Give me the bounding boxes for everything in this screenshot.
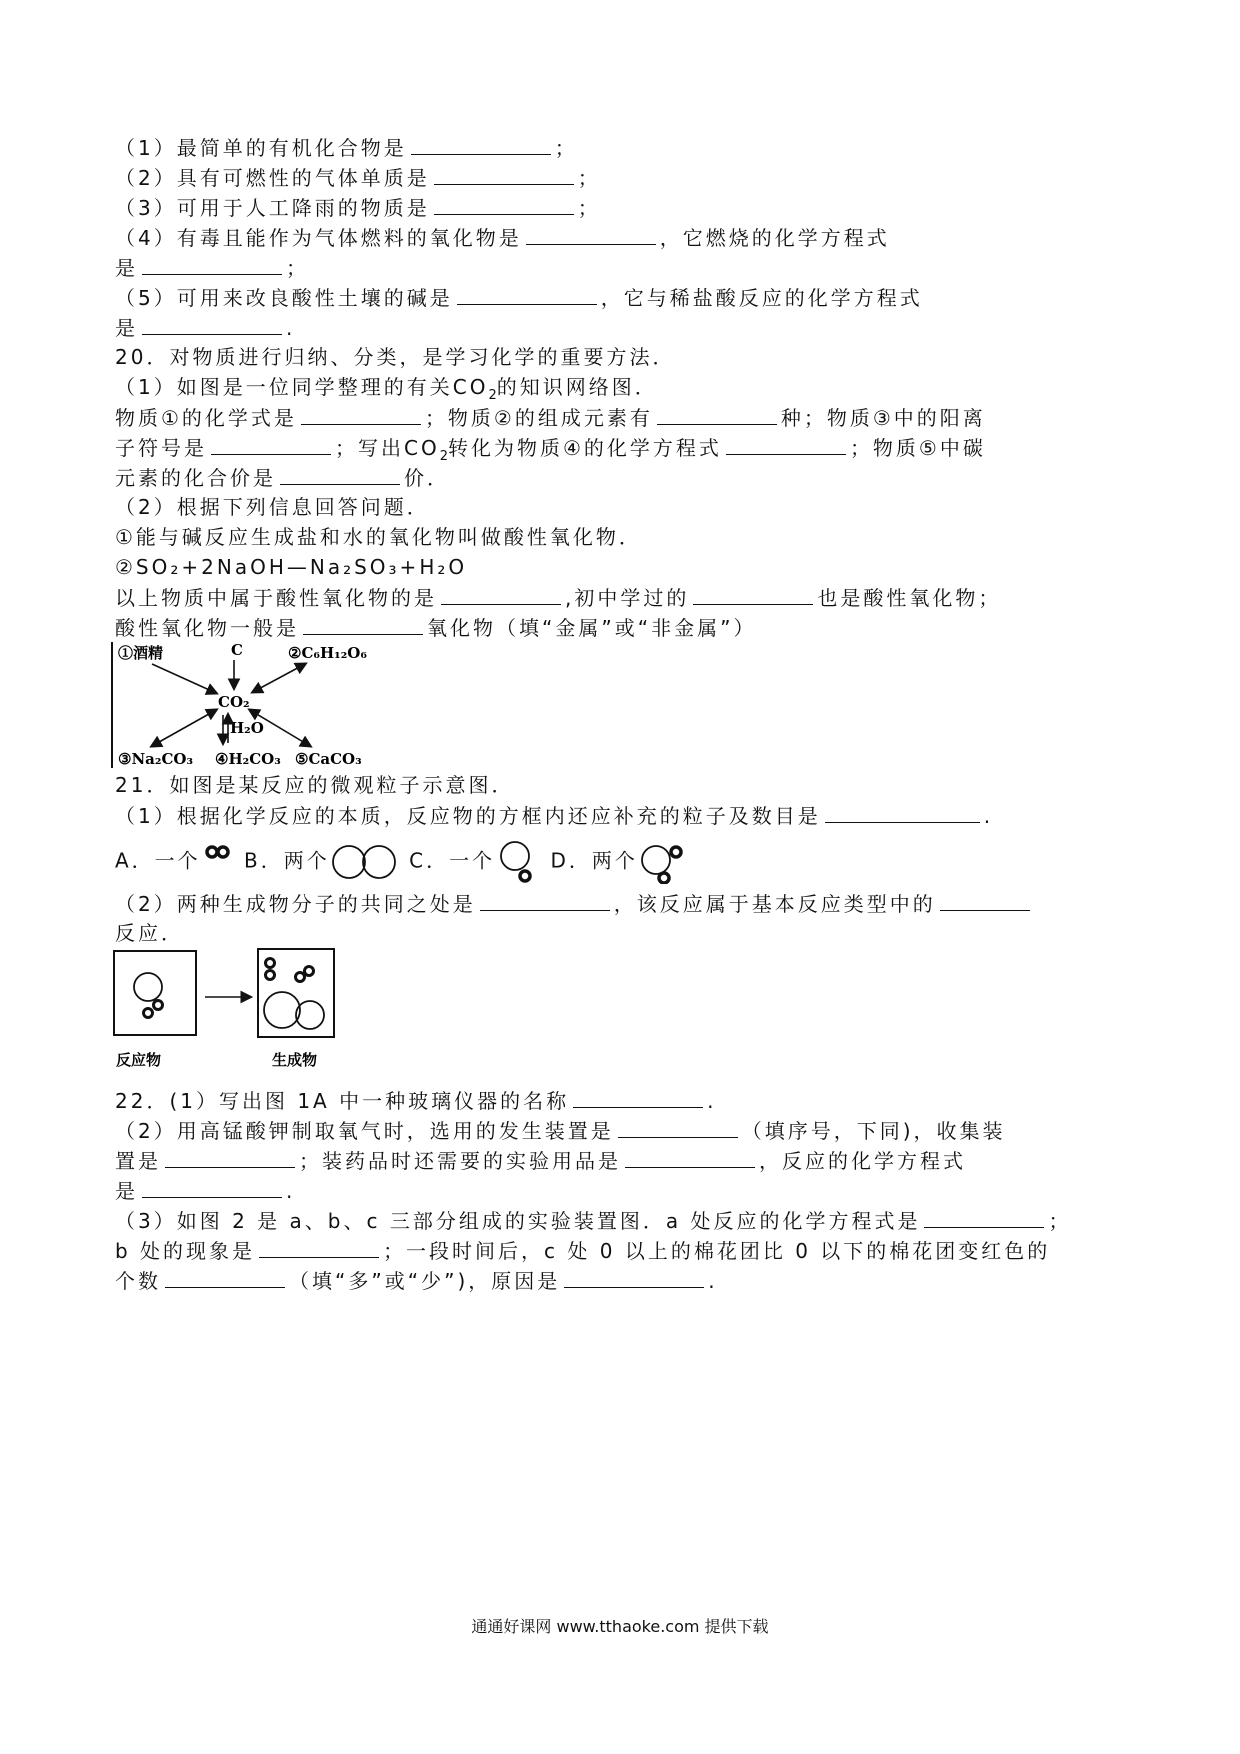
q22-l2b: （填序号，下同)，收集装: [741, 1119, 1006, 1143]
q20-r4c: 也是酸性氧化物；: [817, 586, 1002, 610]
product-big-atom: [264, 992, 300, 1028]
answer-blank[interactable]: [441, 582, 561, 605]
q22-l6b: ；一段时间后，c 处 0 以上的棉花团比 0 以下的棉花团变红色的: [383, 1239, 1051, 1263]
q20-row-4: [115, 582, 1001, 613]
answer-blank[interactable]: [303, 612, 423, 635]
punct: ；: [577, 196, 601, 220]
answer-blank[interactable]: [924, 1205, 1044, 1228]
answer-blank[interactable]: [259, 1235, 379, 1258]
q21-title: 21．如图是某反应的微观粒子示意图．: [115, 773, 515, 797]
q20-r3b: 价．: [404, 466, 450, 490]
reactant-small-atom: [154, 1001, 163, 1010]
q21-p2b: ，该反应属于基本反应类型中的: [613, 892, 936, 916]
q22-line-4: [115, 1175, 295, 1206]
q19-text-5c: 是: [115, 316, 138, 340]
q22-line-5: [115, 1205, 1071, 1236]
answer-blank[interactable]: [457, 282, 597, 305]
answer-blank[interactable]: [693, 582, 813, 605]
product-small-atom: [266, 959, 275, 968]
q19-line-2: [115, 162, 601, 193]
q21-p2a: （2）两种生成物分子的共同之处是: [115, 892, 476, 916]
answer-blank[interactable]: [825, 800, 980, 823]
q19-text-5b: ，它与稀盐酸反应的化学方程式: [600, 286, 923, 310]
product-small-atom: [305, 967, 314, 976]
punct: .: [707, 1089, 717, 1113]
answer-blank[interactable]: [564, 1265, 704, 1288]
q20-r5b: 氧化物（填“金属”或“非金属”）: [427, 616, 757, 640]
q22-l4a: 是: [115, 1179, 138, 1203]
product-small-atom: [266, 971, 275, 980]
option-c-label[interactable]: C．一个: [409, 848, 496, 873]
q22-l3b: ；装药品时还需要的实验用品是: [299, 1149, 621, 1173]
q20-r2b: ；写出CO: [335, 436, 440, 460]
answer-blank[interactable]: [625, 1145, 755, 1168]
q20-r4b: ,初中学过的: [565, 586, 690, 610]
punct: ；: [554, 136, 578, 160]
q20-r1c: 种；物质③中的阳离: [780, 406, 986, 430]
q20-p1-end: 的知识网络图．: [496, 375, 658, 399]
answer-blank[interactable]: [142, 252, 282, 275]
answer-blank[interactable]: [434, 192, 574, 215]
q19-text-3: （3）可用于人工降雨的物质是: [115, 196, 430, 220]
q20-info-1: ①能与碱反应生成盐和水的氧化物叫做酸性氧化物．: [115, 525, 642, 549]
q22-l3c: ，反应的化学方程式: [759, 1149, 966, 1173]
q20-row-3: [115, 462, 450, 493]
node-carbonic-acid: ④H₂CO₃: [215, 750, 281, 768]
q19-text-4a: （4）有毒且能作为气体燃料的氧化物是: [115, 226, 522, 250]
arrow-co2-glucose: [253, 664, 305, 692]
q19-line-1: [115, 132, 578, 163]
answer-blank[interactable]: [411, 132, 551, 155]
label-reactant: 反应物: [116, 1051, 162, 1069]
option-c-particle-icon: [495, 840, 541, 884]
answer-blank[interactable]: [480, 888, 610, 911]
q20-part2: （2）根据下列信息回答问题．: [115, 495, 430, 519]
answer-blank[interactable]: [618, 1115, 738, 1138]
reactant-big-atom: [134, 973, 162, 1001]
answer-blank[interactable]: [526, 222, 656, 245]
q20-row-5: [115, 612, 756, 643]
co2-network-diagram: [110, 640, 410, 770]
q19-text-2: （2）具有可燃性的气体单质是: [115, 166, 430, 190]
node-sodium-carbonate: ③Na₂CO₃: [118, 750, 194, 768]
answer-blank[interactable]: [280, 462, 400, 485]
answer-blank[interactable]: [142, 312, 282, 335]
q22-l7b: （填“多”或“少”)，原因是: [289, 1269, 561, 1293]
q20-title: 20．对物质进行归纳、分类，是学习化学的重要方法．: [115, 345, 676, 369]
subscript: 2: [439, 449, 448, 464]
q22-l1a: 22．(1）写出图 1A 中一种玻璃仪器的名称: [115, 1089, 570, 1113]
answer-blank[interactable]: [142, 1175, 282, 1198]
q19-line-3: [115, 192, 601, 223]
answer-blank[interactable]: [434, 162, 574, 185]
answer-blank[interactable]: [657, 402, 777, 425]
punct: ；: [1048, 1209, 1072, 1233]
q20-r2a: 子符号是: [115, 436, 207, 460]
q21-part2: [115, 888, 1034, 919]
reactant-small-atom: [144, 1009, 153, 1018]
punct: ；: [286, 256, 309, 280]
node-alcohol: ①酒精: [118, 644, 164, 662]
punct: .: [286, 316, 296, 340]
q19-line-5: [115, 282, 923, 313]
node-calcium-carbonate: ⑤CaCO₃: [295, 750, 362, 768]
arrow-alcohol-to-co2: [152, 664, 216, 693]
q21-part2-end: 反应．: [115, 921, 184, 945]
q22-line-1: [115, 1085, 716, 1116]
q22-l6a: b 处的现象是: [115, 1239, 256, 1263]
arrow-co2-na2co3: [152, 710, 216, 746]
answer-blank[interactable]: [165, 1145, 295, 1168]
q20-r2c: 转化为物质④的化学方程式: [448, 436, 722, 460]
q22-l2a: （2）用高锰酸钾制取氧气时，选用的发生装置是: [115, 1119, 614, 1143]
q19-text-4b: ，它燃烧的化学方程式: [659, 226, 890, 250]
option-a-label[interactable]: A．一个: [115, 848, 201, 873]
q20-p1: （1）如图是一位同学整理的有关CO: [115, 375, 489, 399]
answer-blank[interactable]: [301, 402, 421, 425]
q20-info-2: ②SO₂+2NaOH—Na₂SO₃+H₂O: [115, 555, 468, 579]
punct: .: [983, 804, 994, 828]
reaction-particle-diagram: [110, 945, 380, 1075]
reactant-box: [114, 951, 196, 1035]
option-b-particle-icon: [330, 842, 400, 882]
answer-blank[interactable]: [940, 888, 1030, 911]
answer-blank[interactable]: [573, 1085, 703, 1108]
q19-line-5c: [115, 312, 295, 343]
option-b-label[interactable]: B．两个: [244, 848, 330, 873]
option-d-particle-icon: [638, 840, 690, 884]
q19-text-4c: 是: [115, 256, 138, 280]
q20-r4a: 以上物质中属于酸性氧化物的是: [115, 586, 437, 610]
q20-r5a: 酸性氧化物一般是: [115, 616, 299, 640]
q22-line-2: [115, 1115, 1006, 1146]
punct: ；: [577, 166, 601, 190]
subscript: 2: [488, 388, 497, 403]
node-co2: CO₂: [218, 693, 250, 711]
label-h2o: H₂O: [230, 719, 264, 737]
q22-line-3: [115, 1145, 966, 1176]
q19-text-5a: （5）可用来改良酸性土壤的碱是: [115, 286, 453, 310]
q22-line-7: [115, 1265, 718, 1296]
q19-line-4c: [115, 252, 309, 283]
label-product: 生成物: [272, 1051, 318, 1069]
q21-options: [115, 840, 690, 884]
answer-blank[interactable]: [726, 432, 846, 455]
q22-line-6: [115, 1235, 1050, 1266]
option-d-label[interactable]: D．两个: [550, 848, 638, 873]
answer-blank[interactable]: [165, 1265, 285, 1288]
answer-blank[interactable]: [211, 432, 331, 455]
q19-line-4: [115, 222, 890, 253]
product-small-atom: [296, 973, 305, 982]
option-a-particle-icon: [201, 842, 235, 882]
q20-r1a: 物质①的化学式是: [115, 406, 297, 430]
q22-l7a: 个数: [115, 1269, 161, 1293]
q21-part1: [115, 800, 993, 831]
q20-r2d: ；物质⑤中碳: [849, 436, 986, 460]
q21-p1: （1）根据化学反应的本质，反应物的方框内还应补充的粒子及数目是: [115, 804, 821, 828]
footer-credit: 通通好课网 www.tthaoke.com 提供下载: [471, 1617, 769, 1636]
node-glucose: ②C₆H₁₂O₆: [288, 644, 367, 662]
q22-l5a: （3）如图 2 是 a、b、c 三部分组成的实验装置图．a 处反应的化学方程式是: [115, 1209, 921, 1233]
punct: .: [286, 1179, 296, 1203]
q19-text-1: （1）最简单的有机化合物是: [115, 136, 407, 160]
node-carbon: C: [231, 641, 243, 659]
q20-row-1: [115, 402, 986, 433]
q20-r1b: ；物质②的组成元素有: [424, 406, 653, 430]
q22-l3a: 置是: [115, 1149, 161, 1173]
punct: .: [708, 1269, 718, 1293]
q20-r3a: 元素的化合价是: [115, 466, 276, 490]
